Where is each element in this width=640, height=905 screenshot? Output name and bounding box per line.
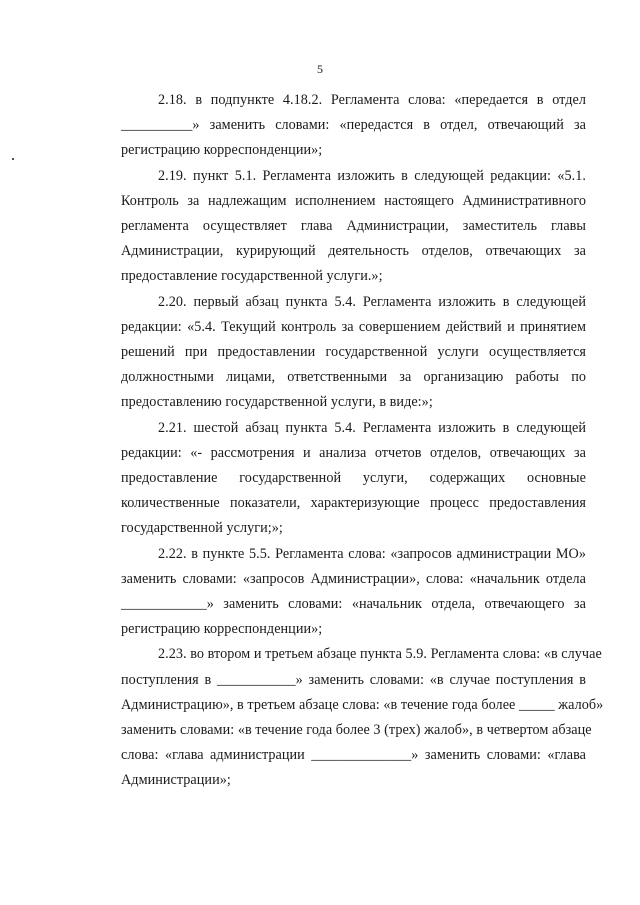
text-line: государственной услуги;»;: [121, 520, 283, 537]
text-line: 2.21. шестой абзац пункта 5.4. Регламента изложить в следующей: [158, 419, 586, 436]
page-number: 5: [317, 62, 323, 76]
paragraph-2-20: [84, 290, 586, 416]
text-line: предоставлению государственной услуги, в виде:»;: [121, 394, 433, 411]
text-line: 2.20. первый абзац пункта 5.4. Регламента изложить в следующей: [158, 293, 586, 310]
text-line: слова: «глава администрации ______________» заменить словами: «глава: [121, 747, 586, 764]
text-line: предоставление государственной услуги.»;: [121, 268, 383, 285]
text-line: Администрацию», в третьем абзаце слова: «в течение года более _____ жалоб»: [121, 696, 604, 713]
text-line: ____________» заменить словами: «начальник отдела, отвечающего за: [121, 596, 586, 613]
text-line: редакции: «- рассмотрения и анализа отчетов отделов, отвечающих за: [121, 444, 586, 461]
text-line: регистрацию корреспонденции»;: [121, 142, 323, 159]
text-line: Контроль за надлежащим исполнением настоящего Административного: [121, 192, 586, 209]
paragraph-2-22: [84, 542, 586, 643]
paragraph-2-23: [84, 642, 604, 793]
text-line: заменить словами: «запросов Администрации», слова: «начальник отдела: [121, 570, 586, 587]
text-line: решений при предоставлении государственной услуги осуществляется: [121, 344, 586, 361]
text-line: регламента осуществляет глава Администрации, заместитель главы: [121, 218, 586, 235]
text-line: __________» заменить словами: «передастся в отдел, отвечающий за: [121, 117, 586, 134]
text-line: редакции: «5.4. Текущий контроль за совершением действий и принятием: [121, 318, 586, 335]
scan-speck: [12, 158, 14, 160]
text-line: Администрации, курирующий деятельность отделов, отвечающих за: [121, 243, 586, 260]
document-body: [84, 88, 604, 794]
text-line: предоставление государственной услуги, содержащих основные: [121, 470, 586, 487]
paragraph-2-18: [84, 88, 586, 164]
paragraph-2-19: [84, 164, 586, 290]
text-line: регистрацию корреспонденции»;: [121, 621, 323, 638]
text-line: поступления в ___________» заменить словами: «в случае поступления в: [121, 671, 586, 688]
text-line: Администрации»;: [121, 772, 231, 789]
text-line: 2.18. в подпункте 4.18.2. Регламента слова: «передается в отдел: [158, 92, 586, 108]
text-line: 2.19. пункт 5.1. Регламента изложить в следующей редакции: «5.1.: [158, 167, 586, 184]
text-line: 2.23. во втором и третьем абзаце пункта 5.9. Регламента слова: «в случае: [158, 646, 602, 663]
text-line: заменить словами: «в течение года более 3 (трех) жалоб», в четвертом абзаце: [121, 722, 592, 739]
text-line: должностными лицами, ответственными за организацию работы по: [121, 369, 586, 386]
text-line: 2.22. в пункте 5.5. Регламента слова: «запросов администрации МО»: [158, 545, 586, 562]
paragraph-2-21: [84, 416, 586, 542]
text-line: количественные показатели, характеризующие процесс предоставления: [121, 495, 586, 512]
